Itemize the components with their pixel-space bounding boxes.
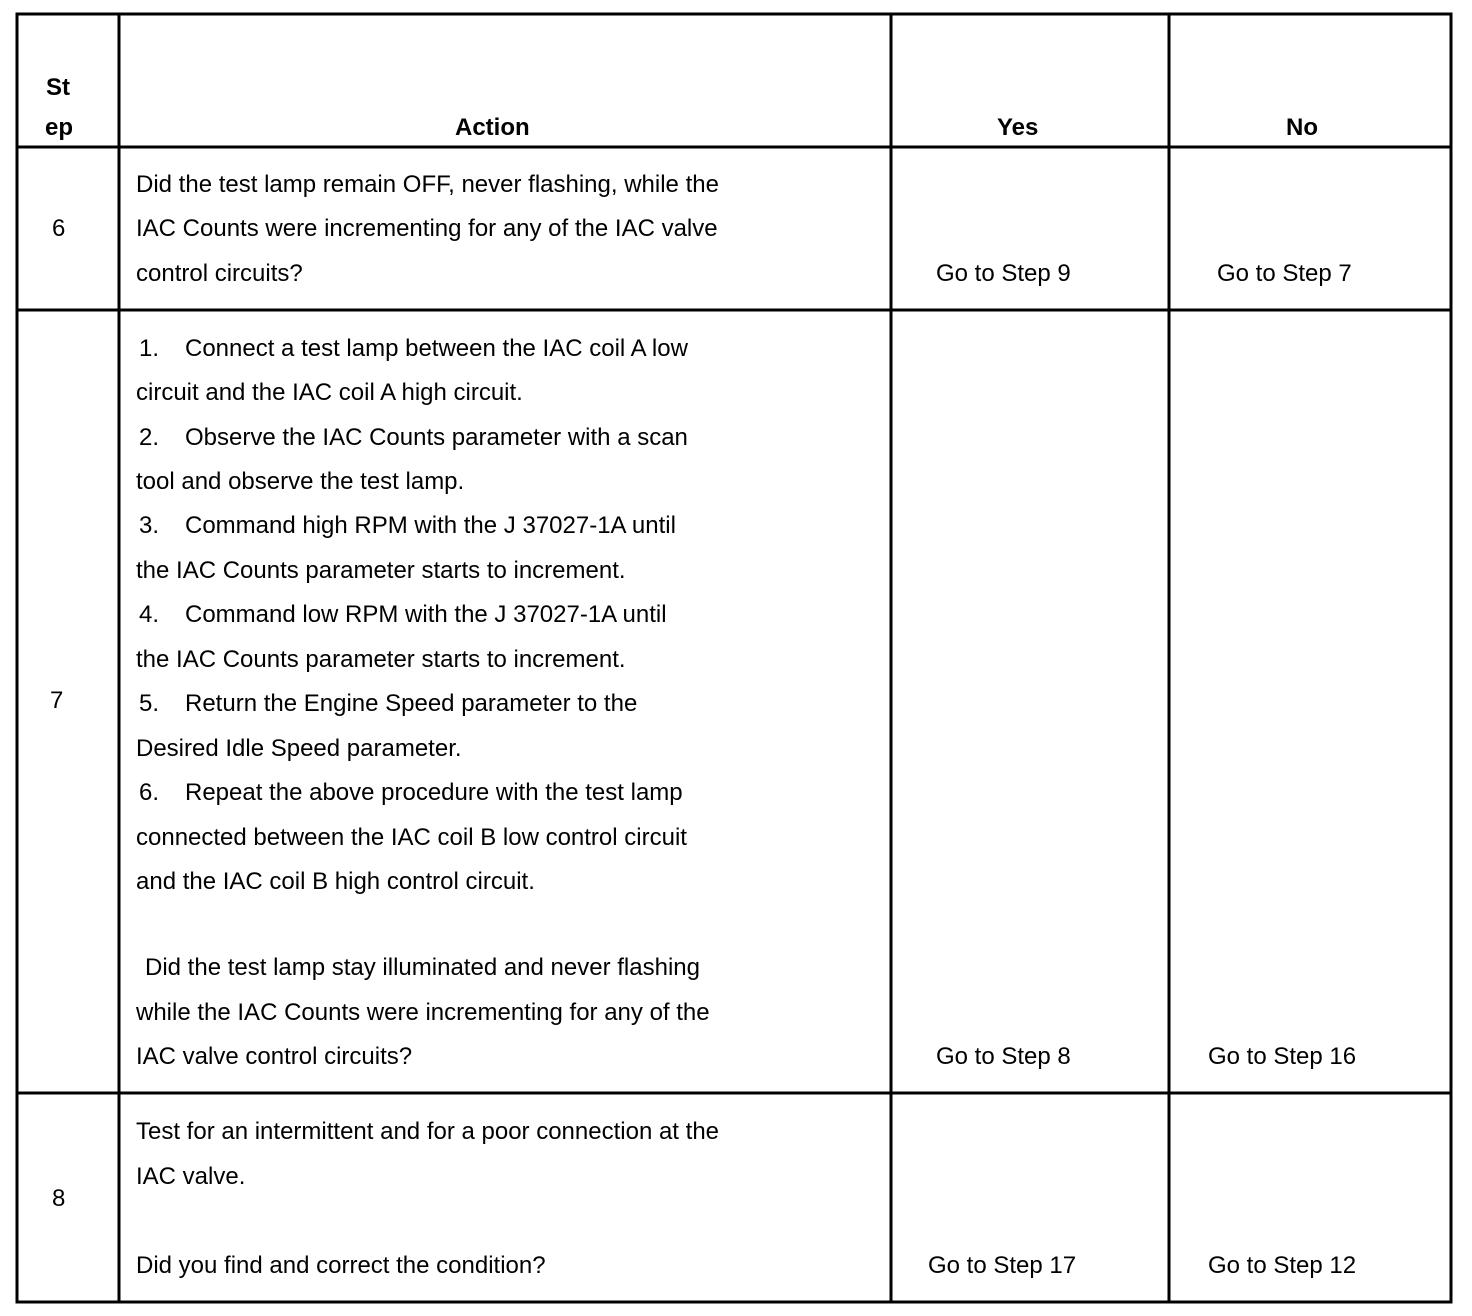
row-7-item-2-text: Observe the IAC Counts parameter with a scan [185,424,688,451]
row-7-item-4-cont: the IAC Counts parameter starts to increment. [136,646,626,673]
row-7-question-line-3: IAC valve control circuits? [136,1043,413,1070]
row-7-item-3-cont: the IAC Counts parameter starts to increment. [136,557,626,584]
row-8-yes: Go to Step 17 [928,1252,1077,1279]
row-7-question-line-2: while the IAC Counts were incrementing for any of the [136,999,710,1026]
row-6-yes: Go to Step 9 [936,260,1071,287]
row-7-item-2-cont: tool and observe the test lamp. [136,468,465,495]
row-7-item-6-num: 6. [139,779,160,806]
header-action: Action [455,114,530,141]
row-7-item-4-num: 4. [139,601,160,628]
row-6-step: 6 [52,215,66,242]
row-8-no: Go to Step 12 [1208,1252,1357,1279]
row-8-step: 8 [52,1185,66,1212]
row-7-item-5-text: Return the Engine Speed parameter to the [185,690,638,717]
row-7-item-1-text: Connect a test lamp between the IAC coil A low [185,335,688,362]
row-8-action-line-3: Did you find and correct the condition? [136,1252,546,1279]
row-6-action-line-3: control circuits? [136,260,303,287]
row-7-item-1-num: 1. [139,335,160,362]
row-7-item-3-num: 3. [139,512,160,539]
header-step-line1: St [46,74,70,101]
row-7-question-line-1: Did the test lamp stay illuminated and never flashing [145,954,700,981]
row-8-action-line-1: Test for an intermittent and for a poor connection at the [136,1118,720,1145]
row-6-no: Go to Step 7 [1217,260,1352,287]
header-no: No [1286,114,1318,141]
row-7-item-5-cont: Desired Idle Speed parameter. [136,735,462,762]
row-7-item-5-num: 5. [139,690,160,717]
row-7-no: Go to Step 16 [1208,1043,1357,1070]
row-7-item-2-num: 2. [139,424,160,451]
row-7-item-6-text: Repeat the above procedure with the test lamp [185,779,683,806]
header-yes: Yes [997,114,1039,141]
row-6-action-line-2: IAC Counts were incrementing for any of the IAC valve [136,215,718,242]
row-7-item-1-cont: circuit and the IAC coil A high circuit. [136,379,523,406]
row-7-item-3-text: Command high RPM with the J 37027-1A until [185,512,676,539]
row-7-item-4-text: Command low RPM with the J 37027-1A until [185,601,667,628]
row-8-action-line-2: IAC valve. [136,1163,246,1190]
row-6-action-line-1: Did the test lamp remain OFF, never flashing, while the [136,171,719,198]
row-7-item-6-cont2: and the IAC coil B high control circuit. [136,868,535,895]
row-7-item-6-cont: connected between the IAC coil B low control circuit [136,824,687,851]
row-7-step: 7 [50,687,64,714]
header-step-line2: ep [45,114,74,141]
row-7-yes: Go to Step 8 [936,1043,1071,1070]
